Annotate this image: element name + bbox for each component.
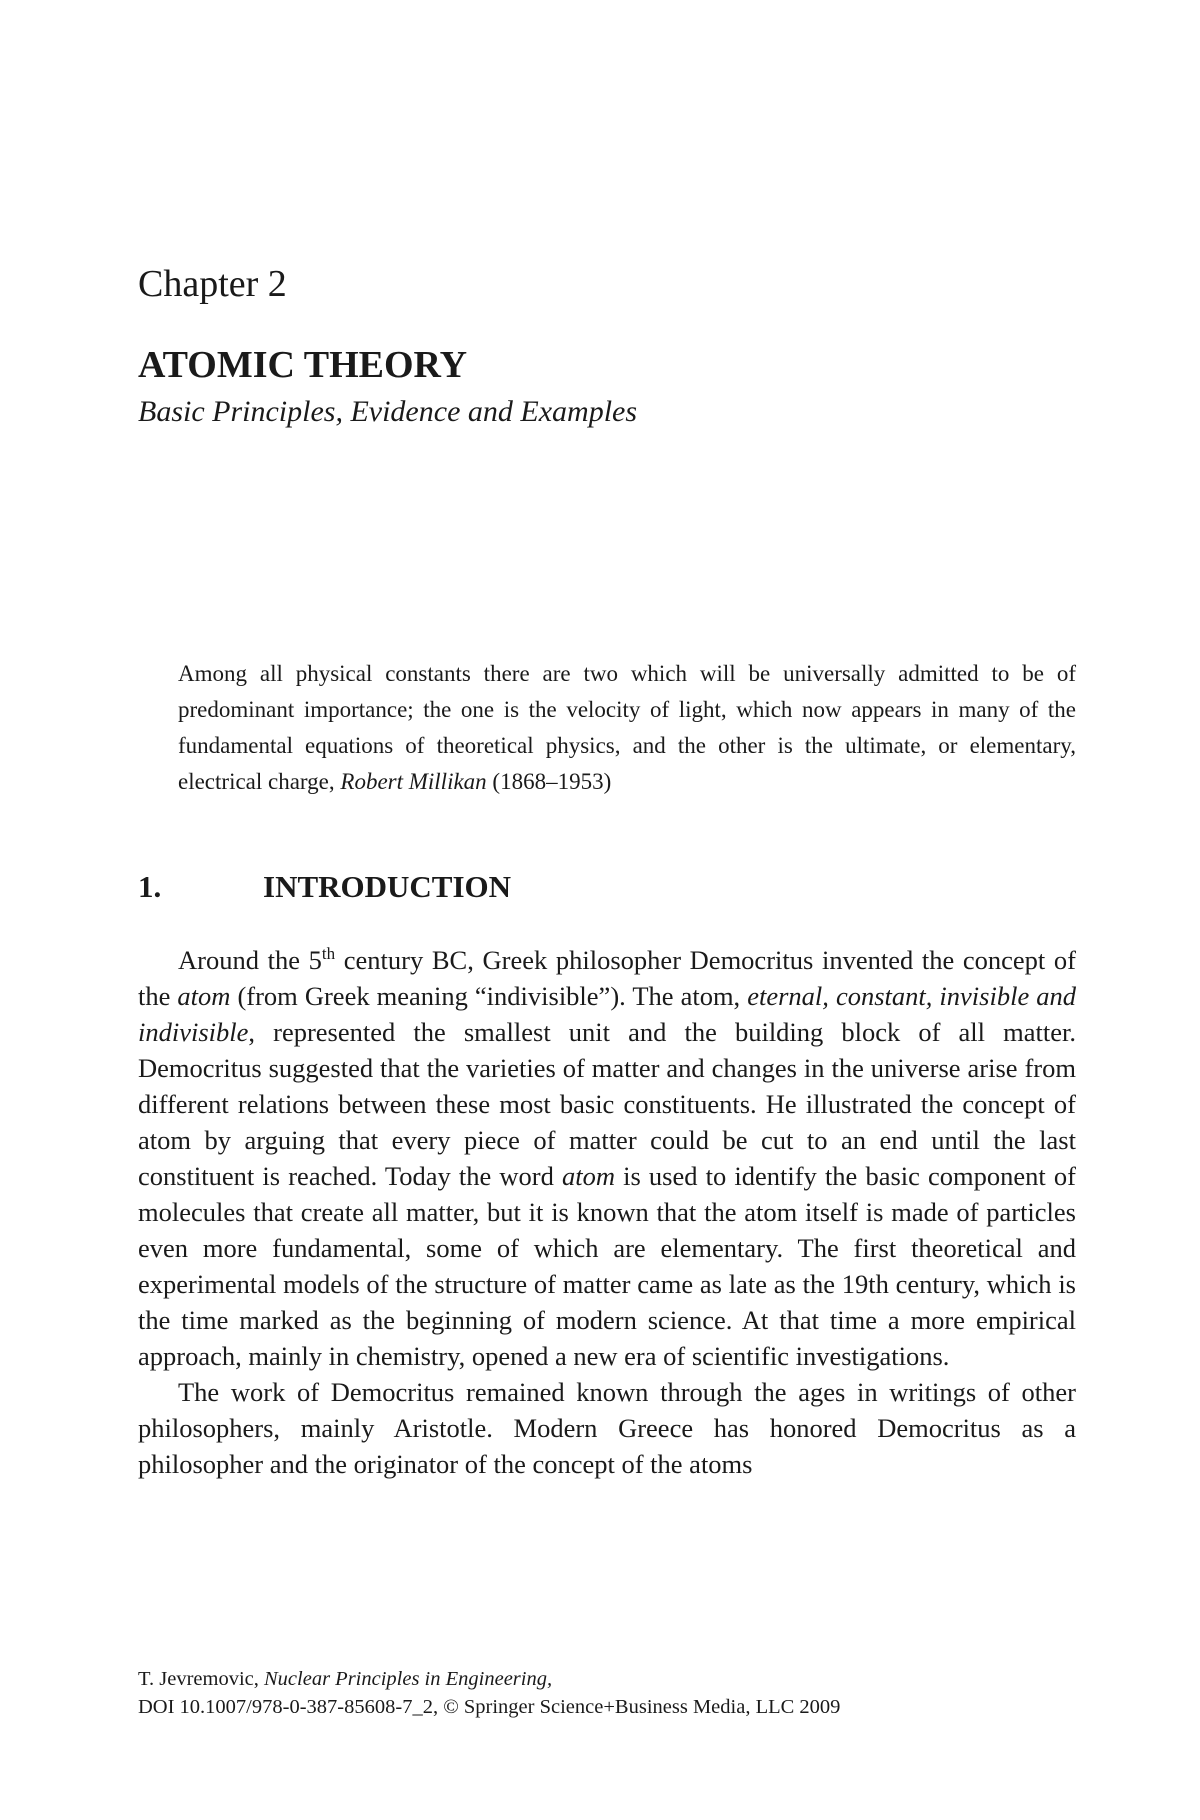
chapter-label: Chapter 2 <box>138 263 287 305</box>
paragraph: The work of Democritus remained known through the ages in writings of other philosophers, mainly Aristotle. Modern Greece has honored Democritus as a philosopher and the originator of the concept of the atoms <box>138 1377 1076 1479</box>
epigraph-text: Among all physical constants there are two which will be universally admitted to be of predominant importance; the one is the velocity of light, which now appears in many of the fundamental equations of theoretical physics, and the other is the ultimate, or elementary, electrical charge, <box>178 661 1076 794</box>
chapter-subtitle: Basic Principles, Evidence and Examples <box>138 395 638 428</box>
footer-author: T. Jevremovic, <box>138 1668 264 1690</box>
section-heading <box>138 868 738 906</box>
paragraph-text: , represented the smallest unit and the building block of all matter. Democritus suggested that the varieties of matter and changes in the universe arise from different relations between these most basic constituents. He illustrated the concept of atom by arguing that every piece of matter could be cut to an end until the last constituent is reached. Today the word <box>138 1017 1076 1191</box>
epigraph-years: (1868–1953) <box>486 769 612 794</box>
epigraph-quote <box>178 656 1076 800</box>
emphasis: atom <box>177 981 231 1011</box>
section-number: 1. <box>138 869 162 904</box>
paragraph-text: century BC, Greek philosopher Democritus invented the concept of the <box>138 945 1076 1011</box>
footer-book-title: Nuclear Principles in Engineering, <box>264 1668 553 1690</box>
body-text <box>138 942 1076 1482</box>
footer-citation <box>138 1665 1076 1693</box>
emphasis: atom <box>561 1161 615 1191</box>
paragraph-text: Around the 5 <box>178 945 322 975</box>
epigraph-author: Robert Millikan <box>340 769 487 794</box>
copyright-footer <box>138 1665 1076 1721</box>
footer-doi: DOI 10.1007/978-0-387-85608-7_2, © Springer Science+Business Media, LLC 2009 <box>138 1696 841 1718</box>
chapter-title: ATOMIC THEORY <box>138 344 468 386</box>
ordinal-superscript: th <box>321 944 336 964</box>
paragraph <box>138 942 1076 1374</box>
emphasis: eternal, constant, invisible and indivisible <box>138 981 1077 1047</box>
paragraph-text: is used to identify the basic component of molecules that create all matter, but it is known that the atom itself is made of particles even more fundamental, some of which are elementary. The first theoretical and experimental models of the structure of matter came as late as the 19th century, which is the time marked as the beginning of modern science. At that time a more empirical approach, mainly in chemistry, opened a new era of scientific investigations. <box>138 1161 1076 1371</box>
section-title: INTRODUCTION <box>263 869 512 904</box>
paragraph-text: (from Greek meaning “indivisible”). The atom, <box>230 981 748 1011</box>
